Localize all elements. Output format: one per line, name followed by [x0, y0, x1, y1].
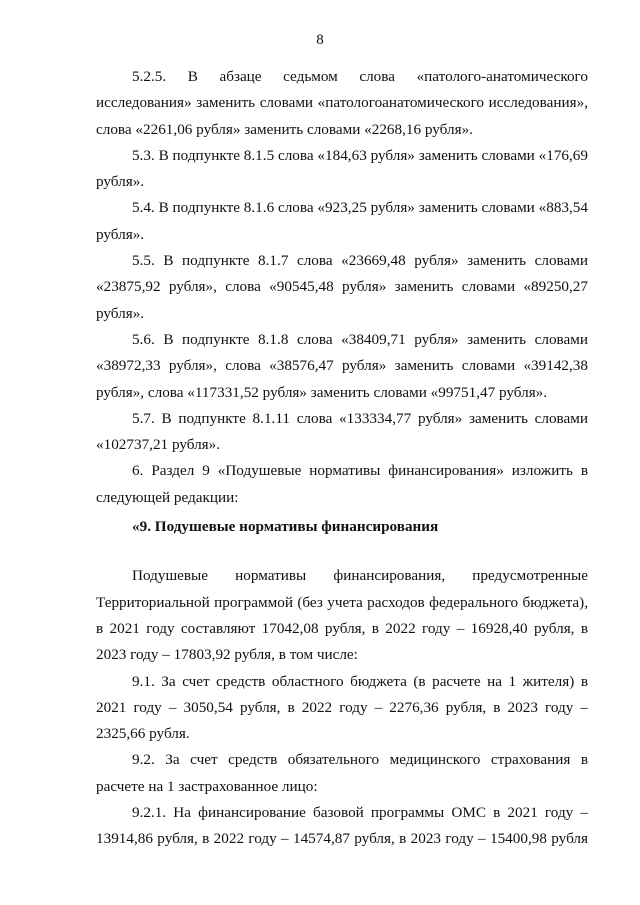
spacer [96, 540, 588, 563]
paragraph-5-4: 5.4. В подпункте 8.1.6 слова «923,25 рубля» заменить словами «883,54 рубля». [96, 199, 588, 243]
paragraph-9-2-1: 9.2.1. На финансирование базовой программы ОМС в 2021 году – 13914,86 рубля, в 2022 году – 14574,87 рубля, в 2023 году – 15400,98 рубля [96, 804, 588, 848]
paragraph-5-2-5: 5.2.5. В абзаце седьмом слова «патолого-анатомического исследования» заменить словами «патологоанатомического исследования», слова «2261,06 рубля» заменить словами «2268,16 рубля». [96, 68, 588, 138]
paragraph-5-6: 5.6. В подпункте 8.1.8 слова «38409,71 рубля» заменить словами «38972,33 рубля», слова «38576,47 рубля» заменить словами «39142,38 рубля», слова «117331,52 рубля» заменить словами «99751,47 рубля». [96, 330, 588, 401]
paragraph-5-7: 5.7. В подпункте 8.1.11 слова «133334,77 рубля» заменить словами «102737,21 рубля». [96, 409, 588, 454]
paragraph-5-3: 5.3. В подпункте 8.1.5 слова «184,63 рубля» заменить словами «176,69 рубля». [96, 146, 588, 191]
document-body [96, 64, 588, 853]
page-number: 8 [316, 32, 324, 48]
paragraph-9-2: 9.2. За счет средств обязательного медицинского страхования в расчете на 1 застрахованное лицо: [96, 751, 588, 795]
paragraph-5-5: 5.5. В подпункте 8.1.7 слова «23669,48 рубля» заменить словами «23875,92 рубля», слова «90545,48 рубля» заменить словами «89250,27 рубля». [96, 252, 588, 322]
paragraph-per-capita-norms: Подушевые нормативы финансирования, предусмотренные Территориальной программой (без учета расходов федерального бюджета), в 2021 году составляют 17042,08 рубля, в 2022 году – 16928,40 рубля, в 2023 году – 17803,92 рубля, в том числе: [96, 567, 588, 664]
section-9-heading: «9. Подушевые нормативы финансирования [132, 518, 439, 536]
paragraph-6: 6. Раздел 9 «Подушевые нормативы финансирования» изложить в следующей редакции: [96, 462, 588, 506]
paragraph-9-1: 9.1. За счет средств областного бюджета (в расчете на 1 жителя) в 2021 году – 3050,54 рубля, в 2022 году – 2276,36 рубля, в 2023 году – 2325,66 рубля. [96, 672, 588, 743]
